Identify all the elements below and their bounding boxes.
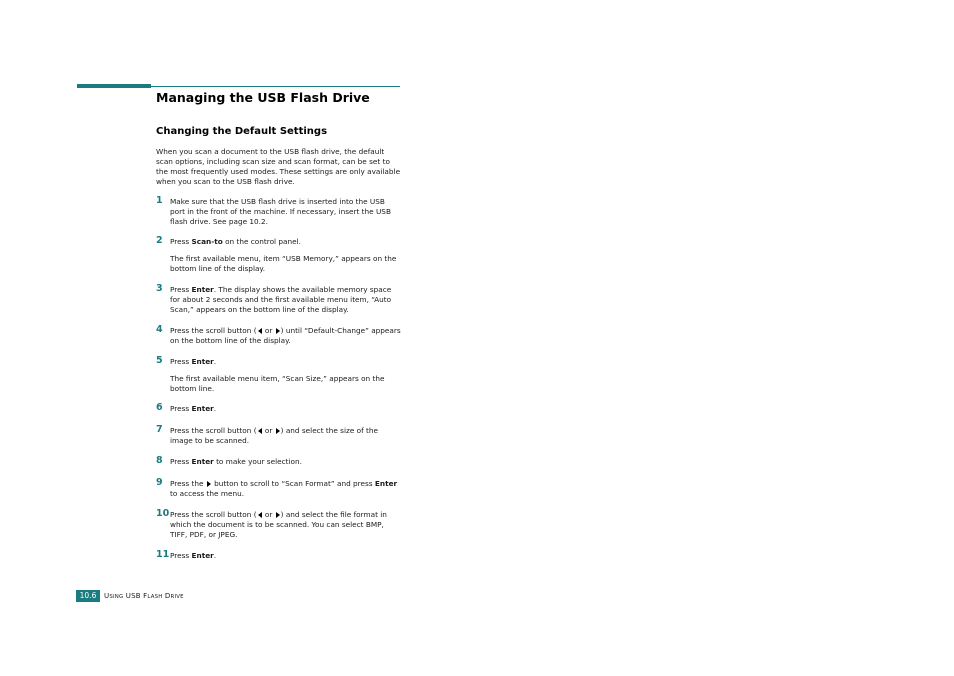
step-text: Press Enter. — [170, 551, 217, 560]
step-11 — [156, 551, 402, 561]
step-number: 9 — [156, 477, 163, 488]
step-text: Press the button to scroll to “Scan Format” and press Enter to access the menu. — [170, 479, 398, 498]
step-9 — [156, 479, 402, 499]
step-number: 4 — [156, 324, 163, 335]
right-arrow-icon — [276, 512, 280, 518]
header-rule-accent — [77, 84, 151, 88]
step-text: Press Enter. The display shows the available memory space for about 2 seconds and the first available menu item, “Auto Scan,” appears on the bottom line of the display. — [170, 285, 392, 314]
step-text: Press the scroll button ( or ) and select the file format in which the document is to be scanned. You can select BMP, TIFF, PDF, or JPEG. — [170, 510, 387, 539]
page-number-badge: 10.6 — [76, 590, 100, 602]
step-2 — [156, 237, 402, 247]
step-number: 5 — [156, 355, 163, 366]
section-heading: Managing the USB Flash Drive — [156, 90, 370, 105]
left-arrow-icon — [258, 428, 262, 434]
step-text: Press Enter. — [170, 404, 217, 413]
step-text: Press Enter. — [170, 357, 217, 366]
step-number: 3 — [156, 283, 163, 294]
step-number: 7 — [156, 424, 163, 435]
step-number: 2 — [156, 235, 163, 246]
step-text: Press the scroll button ( or ) until “Default-Change” appears on the bottom line of the display. — [170, 326, 401, 345]
step-number: 6 — [156, 402, 163, 413]
left-arrow-icon — [258, 512, 262, 518]
step-8 — [156, 457, 402, 467]
step-text: Press Scan-to on the control panel. — [170, 237, 301, 246]
right-arrow-icon — [207, 481, 211, 487]
intro-paragraph: When you scan a document to the USB flash drive, the default scan options, including scan size and scan format, can be set to the most frequently used modes. These settings are only available when you scan to the USB flash drive. — [156, 147, 401, 186]
step-4 — [156, 326, 402, 346]
step-number: 10 — [156, 508, 170, 519]
right-arrow-icon — [276, 328, 280, 334]
step-number: 1 — [156, 195, 163, 206]
step-text: Make sure that the USB flash drive is inserted into the USB port in the front of the machine. If necessary, insert the USB flash drive. See page 10.2. — [170, 197, 391, 226]
step-text: Press the scroll button ( or ) and select the size of the image to be scanned. — [170, 426, 378, 445]
step-number: 11 — [156, 549, 170, 560]
step-7 — [156, 426, 402, 446]
step-6 — [156, 404, 402, 414]
right-arrow-icon — [276, 428, 280, 434]
subsection-heading: Changing the Default Settings — [156, 126, 328, 137]
step-1 — [156, 197, 402, 227]
step-5 — [156, 357, 402, 367]
step-5-note: The first available menu item, “Scan Size,” appears on the bottom line. — [170, 374, 385, 393]
step-2-note: The first available menu, item “USB Memory,” appears on the bottom line of the display. — [170, 254, 397, 273]
step-3 — [156, 285, 402, 315]
step-text: Press Enter to make your selection. — [170, 457, 302, 466]
step-number: 8 — [156, 455, 163, 466]
left-arrow-icon — [258, 328, 262, 334]
step-10 — [156, 510, 402, 540]
header-rule — [151, 86, 400, 87]
chapter-title-footer: USING USB FLASH DRIVE — [104, 592, 184, 600]
